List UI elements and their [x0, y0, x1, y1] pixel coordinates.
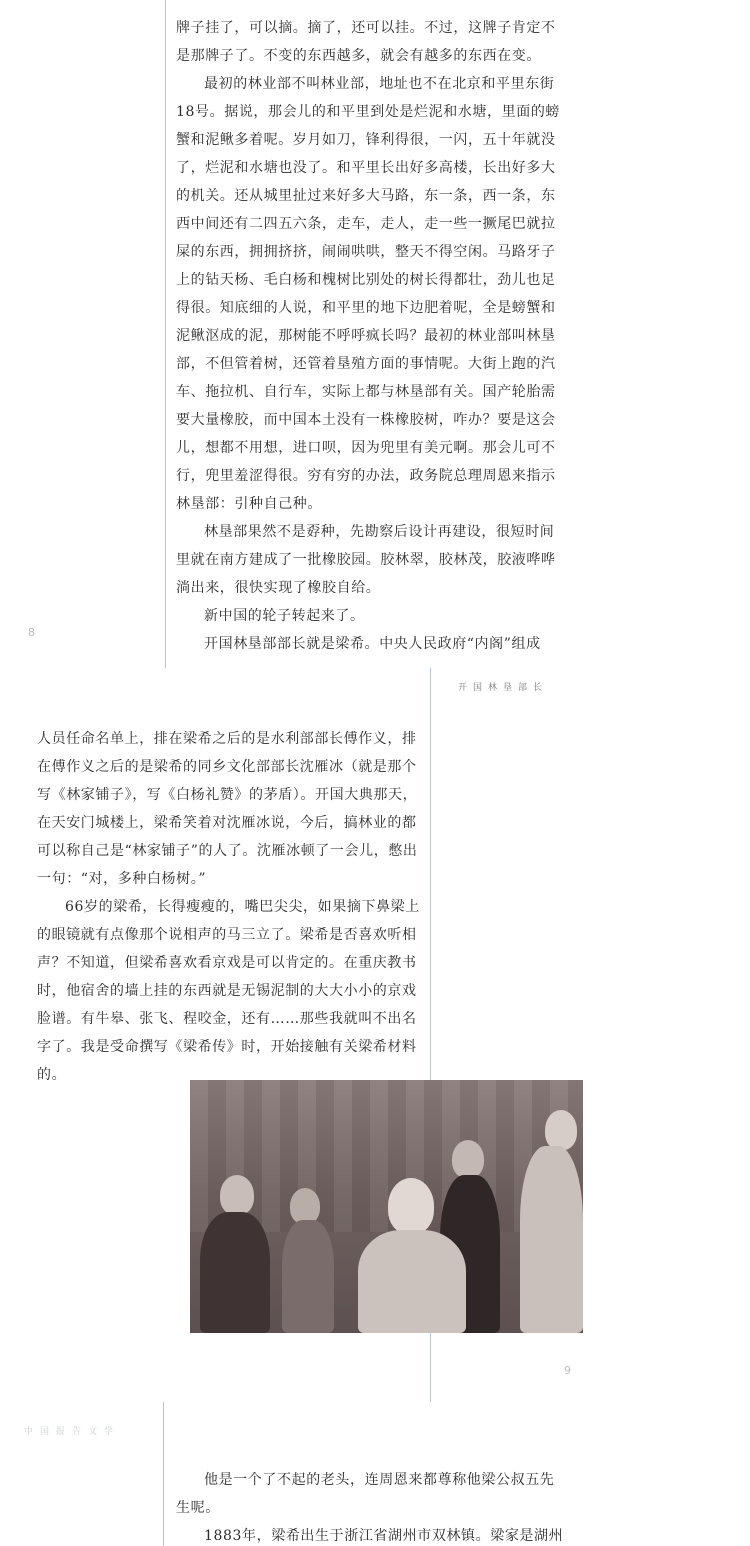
running-head: 开国林垦部长 [458, 683, 549, 693]
page-number: 8 [28, 626, 35, 639]
photo-figure-body [282, 1220, 334, 1333]
page-10 [0, 1402, 750, 1546]
page-gutter-rule [165, 0, 166, 668]
page-10-body [176, 1466, 566, 1546]
paragraph: 新中国的轮子转起来了。 [204, 608, 365, 624]
photo-figure [545, 1110, 577, 1150]
historical-photo [190, 1080, 583, 1333]
series-label: 中国报告文学 [24, 1427, 121, 1437]
photo-figure [220, 1175, 254, 1215]
paragraph: 牌子挂了，可以摘。摘了，还可以挂。不过，这牌子肯定不是那牌子了。不变的东西越多，就会有越多的东西在变。 [176, 20, 556, 64]
paragraph: 最初的林业部不叫林业部，地址也不在北京和平里东街18号。据说，那会儿的和平里到处是烂泥和水塘，里面的螃蟹和泥鳅多着呢。岁月如刀，锋利得很，一闪，五十年就没了，烂泥和水塘也没了。和平里长出好多高楼，长出好多大的机关。还从城里扯过来好多大马路，东一条，西一条，东西中间还有二四五六条，走车，走人，走一些一撅尾巴就拉屎的东西，拥拥挤挤，闹闹哄哄，整天不得空闲。马路牙子上的钻天杨、毛白杨和槐树比别处的树长得都壮，劲儿也足得很。知底细的人说，和平里的地下边肥着呢，全是螃蟹和泥鳅沤成的泥，那树能不呼呼疯长吗？最初的林业部叫林垦部，不但管着树，还管着垦殖方面的事情呢。大街上跑的汽车、拖拉机、自行车，实际上都与林垦部有关。国产轮胎需要大量橡胶，而中国本土没有一株橡胶树，咋办？要是这会儿，想都不用想，进口呗，因为兜里有美元啊。那会儿可不行，兜里羞涩得很。穷有穷的办法，政务院总理周恩来指示林垦部：引种自己种。 [176, 76, 561, 512]
paragraph: 66岁的梁希，长得瘦瘦的，嘴巴尖尖，如果摘下鼻梁上的眼镜就有点像那个说相声的马三立了。梁希是否喜欢听相声？不知道，但梁希喜欢看京戏是可以肯定的。在重庆教书时，他宿舍的墙上挂的东西就是无锡泥制的大大小小的京戏脸谱。有牛皋、张飞、程咬金，还有……那些我就叫不出名字了。我是受命撰写《梁希传》时，开始接触有关梁希材料的。 [37, 899, 420, 1083]
photo-figure-body [520, 1146, 583, 1333]
photo-figure-central-body [358, 1230, 466, 1333]
paragraph: 人员任命名单上，排在梁希之后的是水利部部长傅作义，排在傅作义之后的是梁希的同乡文化部部长沈雁冰（就是那个写《林家铺子》，写《白杨礼赞》的茅盾）。开国大典那天，在天安门城楼上，梁希笑着对沈雁冰说，今后，搞林业的都可以称自己是“林家铺子”的人了。沈雁冰顿了一会儿，憋出一句：“对，多种白杨树。” [37, 731, 418, 887]
photo-figure [452, 1140, 484, 1178]
photo-figure-body [200, 1212, 270, 1333]
page-9 [0, 668, 750, 1402]
page-8 [0, 0, 750, 668]
photo-figure-central [388, 1178, 434, 1234]
page-gutter-rule [163, 1402, 164, 1546]
paragraph: 开国林垦部部长就是梁希。中央人民政府“内阁”组成 [204, 636, 541, 652]
page-number: 9 [564, 1364, 571, 1377]
paragraph: 1883年，梁希出生于浙江省湖州市双林镇。梁家是湖州 [204, 1528, 564, 1544]
photo-figure [290, 1188, 320, 1224]
paragraph: 林垦部果然不是孬种，先勘察后设计再建设，很短时间里就在南方建成了一批橡胶园。胶林翠，胶林茂，胶液哗哗淌出来，很快实现了橡胶自给。 [176, 524, 556, 596]
page-8-body [176, 14, 566, 658]
page-9-body [37, 725, 421, 1089]
paragraph: 他是一个了不起的老头，连周恩来都尊称他梁公叔五先生呢。 [176, 1472, 555, 1516]
